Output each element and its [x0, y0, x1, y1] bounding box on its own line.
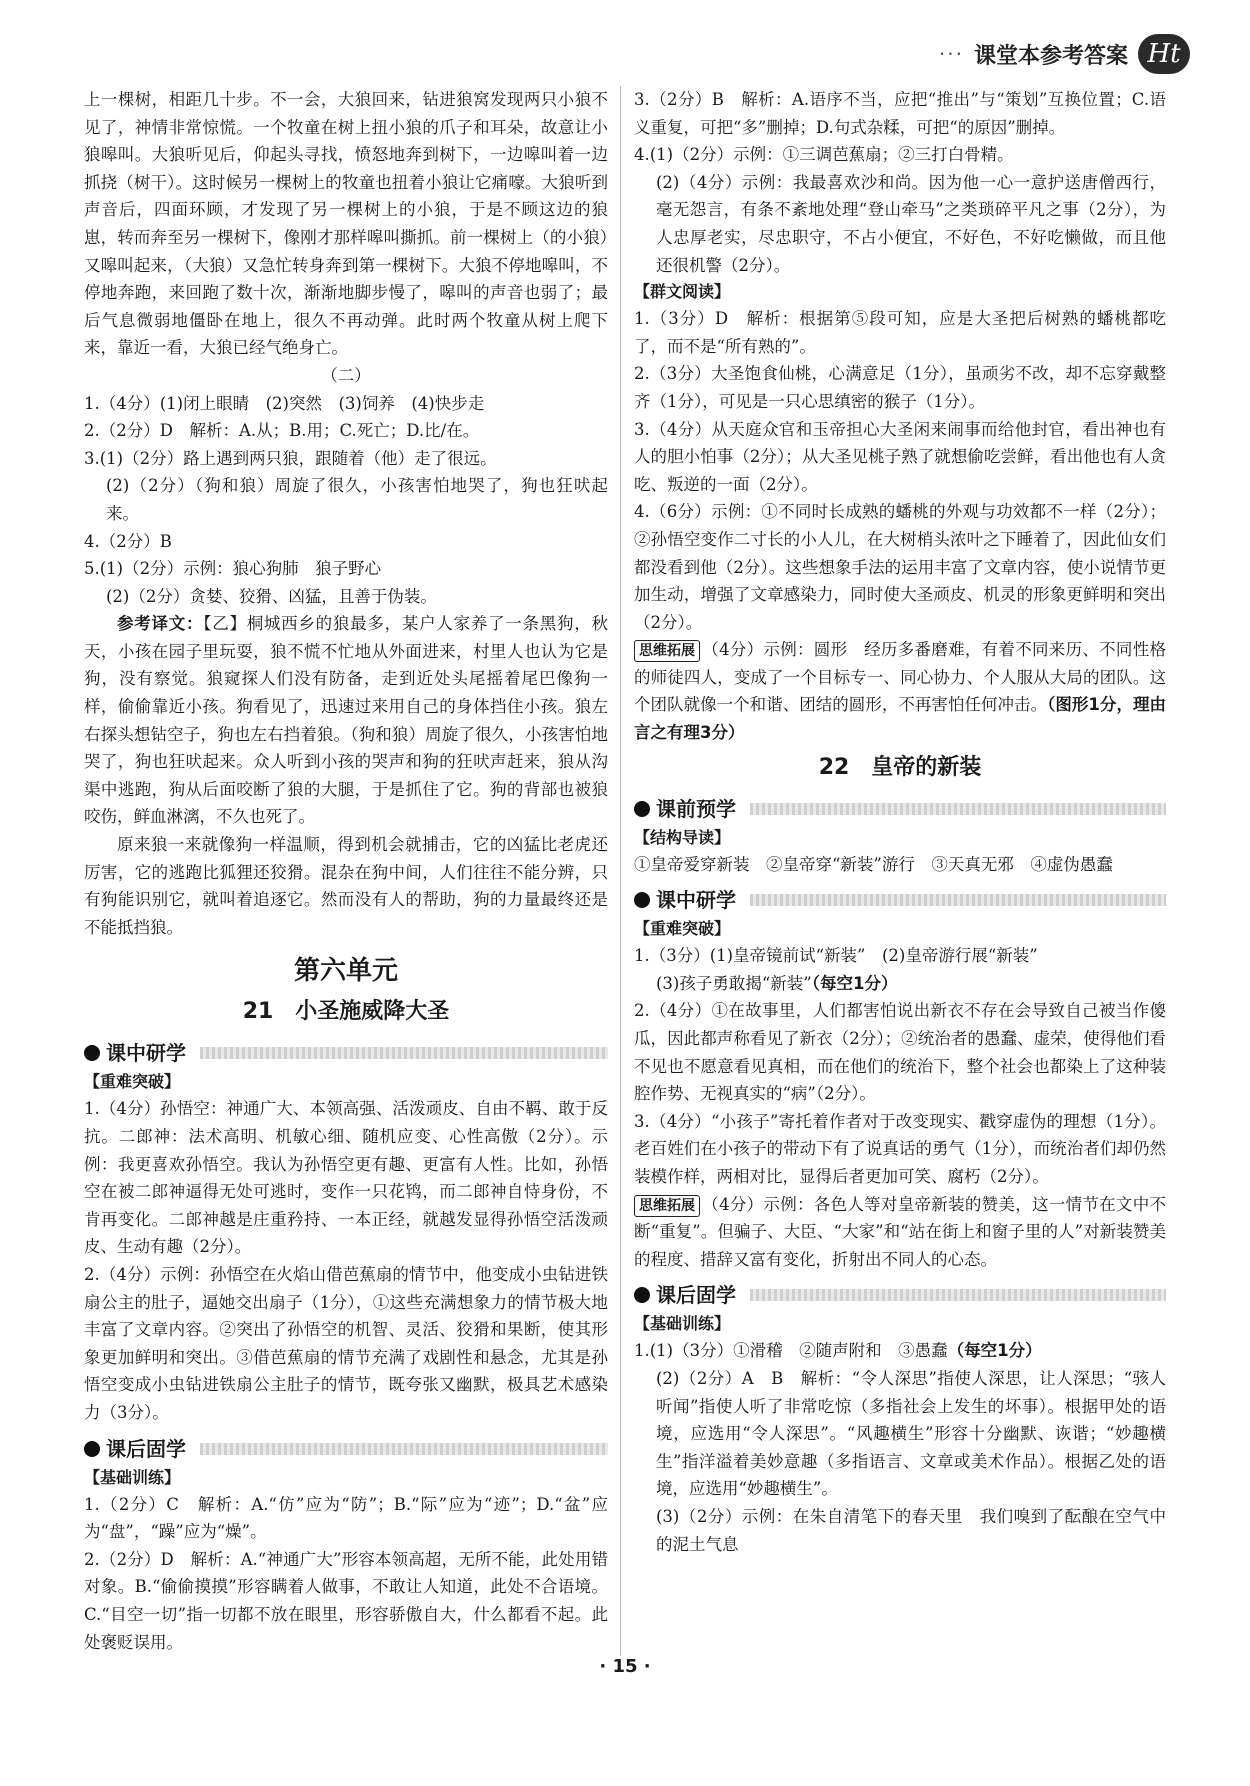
section-label: 课后固学 — [656, 1283, 736, 1308]
thinking-extension-text: （4分）示例：圆形 经历多番磨难，有着不同来历、不同性格的师徒四人，变成了一个目标专一、同心协力、个人服从大局的团队。这个团队就像一个和谐、团结的圆形，不再害怕任何冲击。 — [634, 640, 1166, 715]
translation-text: 【乙】桐城西乡的狼最多，某户人家养了一条黑狗，秋天，小孩在园子里玩耍，狼不慌不忙地从外面进来，村里人也认为它是狗，没有察觉。狼窥探人们没有防备，走到近处头尾摇着尾巴像狗一样，偷偷靠近小孩。狗看见了，迅速过来用自己的身体挡住小孩。狼左右探头想钻空子，狗也左右挡着狼。（狗和狼）周旋了很久，小孩害怕地哭了，狗也狂吠起来。众人听到小孩的哭声和狗的狂吠声赶来，狼从沟渠中逃跑，狗从后面咬断了狼的大腿，于是抓住了它。狗的背部也被狼咬伤，鲜血淋漓，不久也死了。 — [84, 614, 609, 827]
answer-r4-1: 4.(1)（2分）示例：①三调芭蕉扇；②三打白骨精。 — [634, 145, 1014, 165]
lesson-22-title: 22 皇帝的新装 — [818, 754, 982, 780]
translation-label: 参考译文： — [117, 614, 204, 634]
bullet-dot-icon — [634, 1287, 650, 1303]
answer-q3-2: (2)（2分）（狗和狼）周旋了很久，小孩害怕地哭了，狗也狂吠起来。 — [106, 476, 608, 523]
section-decorative-bar — [750, 1289, 1166, 1301]
part-heading: （二） — [321, 365, 371, 385]
translation-paragraph-2: 原来狼一来就像狗一样温顺，得到机会就捕击，它的凶猛比老虎还厉害，它的逃跑比狐狸还狡猾。混杂在狗中间，人们往往不能分辨，只有狗能识别它，就叫着追逐它。然而没有人的帮助，狗的力量最终还是不能抵挡狼。 — [84, 835, 608, 937]
section-decorative-bar — [750, 894, 1166, 906]
answer-g4: 4.（6分）示例：①不同时长成熟的蟠桃的外观与功效都不一样（2分）；②孙悟空变作二寸长的小人儿，在大树梢头浓叶之下睡着了，因此仙女们都没看到他（2分）。这些想象手法的运用丰富了文章内容，使小说情节更加生动，增强了文章感染力，同时使大圣顽皮、机灵的形象更鲜明和突出（2分）。 — [634, 502, 1166, 632]
subsection-tag: 【结构导读】 — [634, 827, 731, 847]
answer-q5-2: (2)（2分）贪婪、狡猾、凶猛，且善于伪装。 — [106, 586, 437, 606]
answer-b1: 1.（2分）C 解析：A.“仿”应为“防”；B.“际”应为“迹”；D.“盆”应为“盘”，“躁”应为“燥”。 — [84, 1494, 608, 1542]
subsection-tag: 【重难突破】 — [634, 919, 731, 939]
section-heading-in-class — [84, 1037, 608, 1069]
answer-q4: 4.（2分）B — [84, 531, 172, 551]
answer-q5-1: 5.(1)（2分）示例：狼心狗肺 狼子野心 — [84, 559, 382, 579]
section-heading-pre-class — [634, 793, 1166, 825]
answer-c1-1-text: 1.(1)（3分）①滑稽 ②随声附和 ③愚蠢 — [634, 1341, 948, 1361]
header-title: 课堂本参考答案 — [973, 43, 1128, 69]
answer-z1-2 — [634, 970, 1166, 998]
right-column — [634, 86, 1166, 1558]
section-decorative-bar — [200, 1443, 608, 1455]
subsection-tag: 【基础训练】 — [634, 1314, 731, 1334]
left-column — [84, 86, 608, 1656]
bullet-dot-icon — [84, 1441, 100, 1457]
brand-logo: Ht — [1138, 34, 1190, 74]
thinking-extension-label: 思维拓展 — [634, 640, 700, 662]
bullet-dot-icon — [84, 1045, 100, 1061]
page-number: · 15 · — [599, 1656, 651, 1677]
header-dots: ··· — [938, 42, 964, 66]
subsection-tag: 【重难突破】 — [84, 1072, 181, 1092]
thinking-extension-1 — [634, 636, 1166, 746]
answer-r4-2: (2)（4分）示例：我最喜欢沙和尚。因为他一心一意护送唐僧西行，毫无怨言，有条不紊地处理“登山牵马”之类琐碎平凡之事（2分），为人忠厚老实，尽忠职守，不占小便宜，不好色，不好吃懒做，而且他还很机警（2分）。 — [656, 172, 1166, 275]
page-header — [939, 34, 1190, 74]
answer-g3: 3.（4分）从天庭众官和玉帝担心大圣闲来闹事而给他封官，看出神也有人的胆小怕事（2分）；从大圣见桃子熟了就想偷吃尝鲜，看出他也有人贪吃、叛逆的一面（2分）。 — [634, 419, 1166, 494]
column-divider — [620, 86, 621, 1656]
score-note: （每空1分） — [947, 1341, 1042, 1361]
answer-z1-1: 1.（3分）(1)皇帝镜前试“新装” (2)皇帝游行展“新装” — [634, 946, 1038, 966]
answer-g2: 2.（3分）大圣饱食仙桃，心满意足（1分），虽顽劣不改，却不忘穿戴整齐（1分），可见是一只心思缜密的猴子（1分）。 — [634, 364, 1166, 411]
bullet-dot-icon — [634, 892, 650, 908]
score-note: （每空1分） — [811, 973, 898, 993]
answer-b2: 2.（2分）D 解析：A.“神通广大”形容本领高超，无所不能，此处用错对象。B.“偷偷摸摸”形容瞒着人做事，不敢让人知道，此处不合语境。C.“目空一切”指一切都不放在眼里，形容骄傲自大，什么都看不起。此处褒贬误用。 — [84, 1549, 608, 1652]
answer-z3: 3.（4分）“小孩子”寄托着作者对于改变现实、戳穿虚伪的理想（1分）。老百姓们在小孩子的带动下有了说真话的勇气（1分），而统治者们却仍然装模作样，两相对比，显得后者更加可笑、腐朽（2分）。 — [634, 1111, 1166, 1186]
section-decorative-bar — [200, 1047, 608, 1059]
unit-title: 第六单元 — [293, 956, 398, 987]
answer-r3: 3.（2分）B 解析：A.语序不当，应把“推出”与“策划”互换位置；C.语义重复，可把“多”删掉；D.句式杂糅，可把“的原因”删掉。 — [634, 90, 1166, 137]
answer-k1: 1.（4分）孙悟空：神通广大、本领高强、活泼顽皮、自由不羁、敢于反抗。二郎神：法术高明、机敏心细、随机应变、心性高傲（2分）。示例：我更喜欢孙悟空。我认为孙悟空更有趣、更富有人性。比如，孙悟空在被二郎神逼得无处可逃时，变作一只花鸨，而二郎神自恃身份，不肯再变化。二郎神越是庄重矜持、一本正经，就越发显得孙悟空活泼顽皮、生动有趣（2分）。 — [84, 1099, 608, 1257]
section-label: 课中研学 — [106, 1041, 186, 1066]
section-label: 课后固学 — [106, 1436, 186, 1461]
answer-c1-1 — [634, 1337, 1166, 1365]
answer-z2: 2.（4分）①在故事里，人们都害怕说出新衣不存在会导致自己被当作傻瓜，因此都声称看见了新衣（2分）；②统治者的愚蠢、虚荣，使得他们看不见也不愿意看见真相，而在他们的统治下，整个社会也都染上了这种装腔作势、无视真实的“病”（2分）。 — [634, 1001, 1166, 1104]
answer-k2: 2.（4分）示例：孙悟空在火焰山借芭蕉扇的情节中，他变成小虫钻进铁扇公主的肚子，逼她交出扇子（1分），①这些充满想象力的情节极大地丰富了文章内容。②突出了孙悟空的机智、灵活、狡猾和果断，使其形象更加鲜明和突出。③借芭蕉扇的情节充满了戏剧性和悬念，尤其是孙悟空变成小虫钻进铁扇公主肚子的情节，既夸张又幽默，极具艺术感染力（3分）。 — [84, 1264, 608, 1422]
section-heading-after-class — [634, 1279, 1166, 1311]
bullet-dot-icon — [634, 801, 650, 817]
section-decorative-bar — [750, 803, 1166, 815]
answer-z1-2-text: (3)孩子勇敢揭“新装” — [656, 973, 812, 993]
subsection-tag: 【基础训练】 — [84, 1467, 181, 1487]
section-label: 课前预学 — [656, 796, 736, 821]
translation-paragraph — [84, 610, 608, 831]
section-heading-after-class — [84, 1433, 608, 1465]
answer-c1-3: (3)（2分）示例：在朱自清笔下的春天里 我们嗅到了酝酿在空气中的泥土气息 — [656, 1506, 1166, 1554]
subsection-tag: 【群文阅读】 — [634, 282, 731, 302]
thinking-extension-label: 思维拓展 — [634, 1195, 700, 1217]
structure-answer: ①皇帝爱穿新装 ②皇帝穿“新装”游行 ③天真无邪 ④虚伪愚蠢 — [634, 854, 1113, 874]
score-note: （图形1分，理由言之有理3分） — [634, 695, 1167, 743]
thinking-extension-2 — [634, 1191, 1166, 1274]
answer-q1: 1.（4分）(1)闭上眼睛 (2)突然 (3)饲养 (4)快步走 — [84, 393, 485, 413]
answer-g1: 1.（3分）D 解析：根据第⑤段可知，应是大圣把后树熟的蟠桃都吃了，而不是“所有熟的”。 — [634, 309, 1166, 356]
section-label: 课中研学 — [656, 888, 736, 913]
thinking-extension-text: （4分）示例：各色人等对皇帝新装的赞美，这一情节在文中不断“重复”。但骗子、大臣、“大家”和“站在街上和窗子里的人”对新装赞美的程度、措辞又富有变化，折射出不同人的心态。 — [634, 1194, 1166, 1269]
story-paragraph: 上一棵树，相距几十步。不一会，大狼回来，钻进狼窝发现两只小狼不见了，神情非常惊慌。一个牧童在树上扭小狼的爪子和耳朵，故意让小狼嗥叫。大狼听见后，仰起头寻找，愤怒地奔到树下，一边嗥叫着一边抓挠（树干）。这时候另一棵树上的牧童也扭着小狼让它痛嚎。大狼听到声音后，四面环顾，才发现了另一棵树上的小狼，于是不顾这边的狼崽，转而奔至另一棵树下，像刚才那样嗥叫撕抓。前一棵树上（的小狼）又嗥叫起来，（大狼）又急忙转身奔到第一棵树下。大狼不停地嗥叫，不停地奔跑，来回跑了数十次，渐渐地脚步慢了，嗥叫的声音也弱了；最后气息微弱地僵卧在地上，很久不再动弹。此时两个牧童从树上爬下来，靠近一看，大狼已经气绝身亡。 — [84, 90, 608, 358]
answer-q2: 2.（2分）D 解析：A.从；B.用；C.死亡；D.比/在。 — [84, 421, 480, 441]
section-heading-in-class — [634, 884, 1166, 916]
answer-c1-2: (2)（2分）A B 解析：“令人深思”指使人深思，让人深思；“骇人听闻”指使人听了非常吃惊（多指社会上发生的坏事）。根据甲处的语境，应选用“令人深思”。“风趣横生”形容十分幽默、诙谐；“妙趣横生”指洋溢着美妙意趣（多指语言、文章或美术作品）。根据乙处的语境，应选用“妙趣横生”。 — [656, 1368, 1166, 1499]
answer-q3-1: 3.(1)（2分）路上遇到两只狼，跟随着（他）走了很远。 — [84, 448, 497, 468]
lesson-21-title: 21 小圣施威降大圣 — [242, 999, 450, 1025]
